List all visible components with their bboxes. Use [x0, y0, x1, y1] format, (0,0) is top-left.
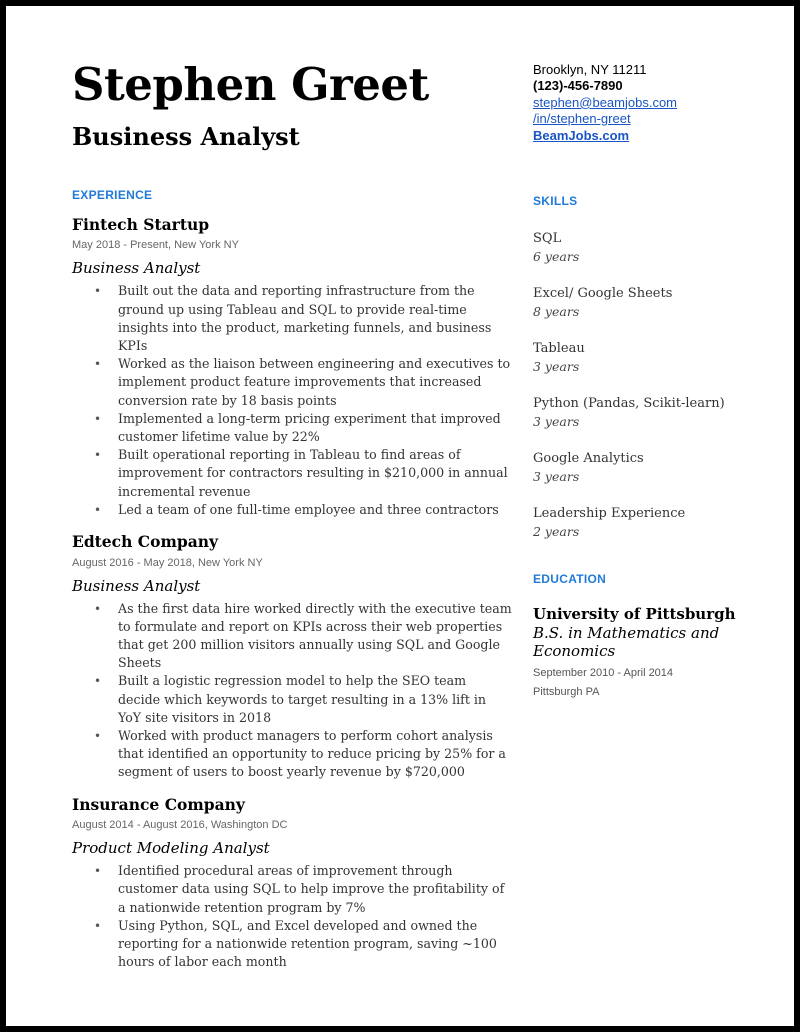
job-bullets — [72, 282, 512, 519]
contact-phone: (123)-456-7890 — [533, 78, 623, 94]
skill-years: 8 years — [533, 304, 580, 320]
skill-years: 3 years — [533, 414, 580, 430]
education-entry — [533, 604, 773, 702]
skill-name: SQL — [533, 231, 562, 247]
job-meta: August 2016 - May 2018, New York NY — [72, 556, 263, 569]
skill-years: 3 years — [533, 359, 580, 375]
experience-heading: EXPERIENCE — [72, 187, 153, 202]
contact-email-link[interactable]: stephen@beamjobs.com — [533, 94, 677, 110]
job-bullet: • Implemented a long-term pricing experiment that improved customer lifetime value by 22% — [72, 410, 512, 446]
contact-block — [533, 62, 773, 144]
job-bullet: • Identified procedural areas of improvement through customer data using SQL to help improve the profitability of a nationwide retention program by 7% — [72, 862, 512, 917]
job-bullet: • Built out the data and reporting infrastructure from the ground up using Tableau and SQL to provide real-time insights into the product, marketing funnels, and business KPIs — [72, 282, 512, 355]
candidate-name: Stephen Greet — [72, 58, 429, 111]
job-role: Business Analyst — [72, 576, 201, 595]
education-section — [533, 572, 773, 702]
skills-heading: SKILLS — [533, 194, 578, 209]
job-company: Fintech Startup — [72, 214, 210, 234]
job-bullets — [72, 862, 512, 971]
skill-name: Tableau — [533, 341, 585, 357]
skill-item — [533, 395, 773, 431]
job-bullet: • Led a team of one full-time employee and three contractors — [72, 501, 512, 519]
contact-linkedin-link[interactable]: /in/stephen-greet — [533, 111, 631, 127]
job-role: Business Analyst — [72, 259, 201, 278]
job-role: Product Modeling Analyst — [72, 839, 270, 858]
job-bullet: • As the first data hire worked directly with the executive team to formulate and report on KPIs across their web properties that get 200 million visitors annually using SQL and Google Sheets — [72, 600, 512, 673]
job-bullets — [72, 600, 512, 782]
education-heading: EDUCATION — [533, 572, 607, 587]
skill-years: 3 years — [533, 469, 580, 485]
job-meta: August 2014 - August 2016, Washington DC — [72, 819, 288, 832]
skills-section — [533, 194, 773, 541]
right-column — [533, 62, 773, 702]
job-company: Edtech Company — [72, 532, 219, 552]
resume-page — [6, 6, 794, 1026]
skill-name: Python (Pandas, Scikit-learn) — [533, 396, 725, 412]
contact-location: Brooklyn, NY 11211 — [533, 62, 647, 77]
education-dates: September 2010 - April 2014 — [533, 667, 674, 680]
education-degree: B.S. in Mathematics and Economics — [533, 624, 720, 661]
job-bullet: • Using Python, SQL, and Excel developed and owned the reporting for a nationwide retention program, saving ~100 hours of labor each month — [72, 917, 512, 972]
candidate-title: Business Analyst — [72, 122, 300, 151]
skill-years: 2 years — [533, 524, 580, 540]
skill-item — [533, 450, 773, 486]
skill-item — [533, 505, 773, 541]
skills-list — [533, 230, 773, 541]
skill-item — [533, 340, 773, 376]
job-bullet: • Worked with product managers to perform cohort analysis that identified an opportunity to reduce pricing by 25% for a segment of users to boost yearly revenue by $720,000 — [72, 727, 512, 782]
education-location: Pittsburgh PA — [533, 686, 600, 699]
job-entry — [72, 216, 512, 519]
skill-name: Leadership Experience — [533, 506, 686, 522]
job-bullet: • Built operational reporting in Tableau to find areas of improvement for contractors resulting in $210,000 in annual incremental revenue — [72, 446, 512, 501]
skill-name: Excel/ Google Sheets — [533, 286, 673, 302]
experience-section — [72, 188, 512, 972]
job-company: Insurance Company — [72, 794, 245, 814]
job-entry — [72, 533, 512, 782]
job-bullet: • Worked as the liaison between engineering and executives to implement product feature improvements that increased conversion rate by 18 basis points — [72, 355, 512, 410]
job-bullet: • Built a logistic regression model to help the SEO team decide which keywords to target resulting in a 13% lift in YoY site visitors in 2018 — [72, 672, 512, 727]
skill-item — [533, 285, 773, 321]
left-column — [72, 58, 512, 971]
education-school: University of Pittsburgh — [533, 605, 736, 624]
contact-website-link[interactable]: BeamJobs.com — [533, 127, 630, 143]
skill-years: 6 years — [533, 249, 580, 265]
job-meta: May 2018 - Present, New York NY — [72, 239, 239, 252]
skill-name: Google Analytics — [533, 451, 644, 467]
job-entry — [72, 796, 512, 972]
skill-item — [533, 230, 773, 266]
